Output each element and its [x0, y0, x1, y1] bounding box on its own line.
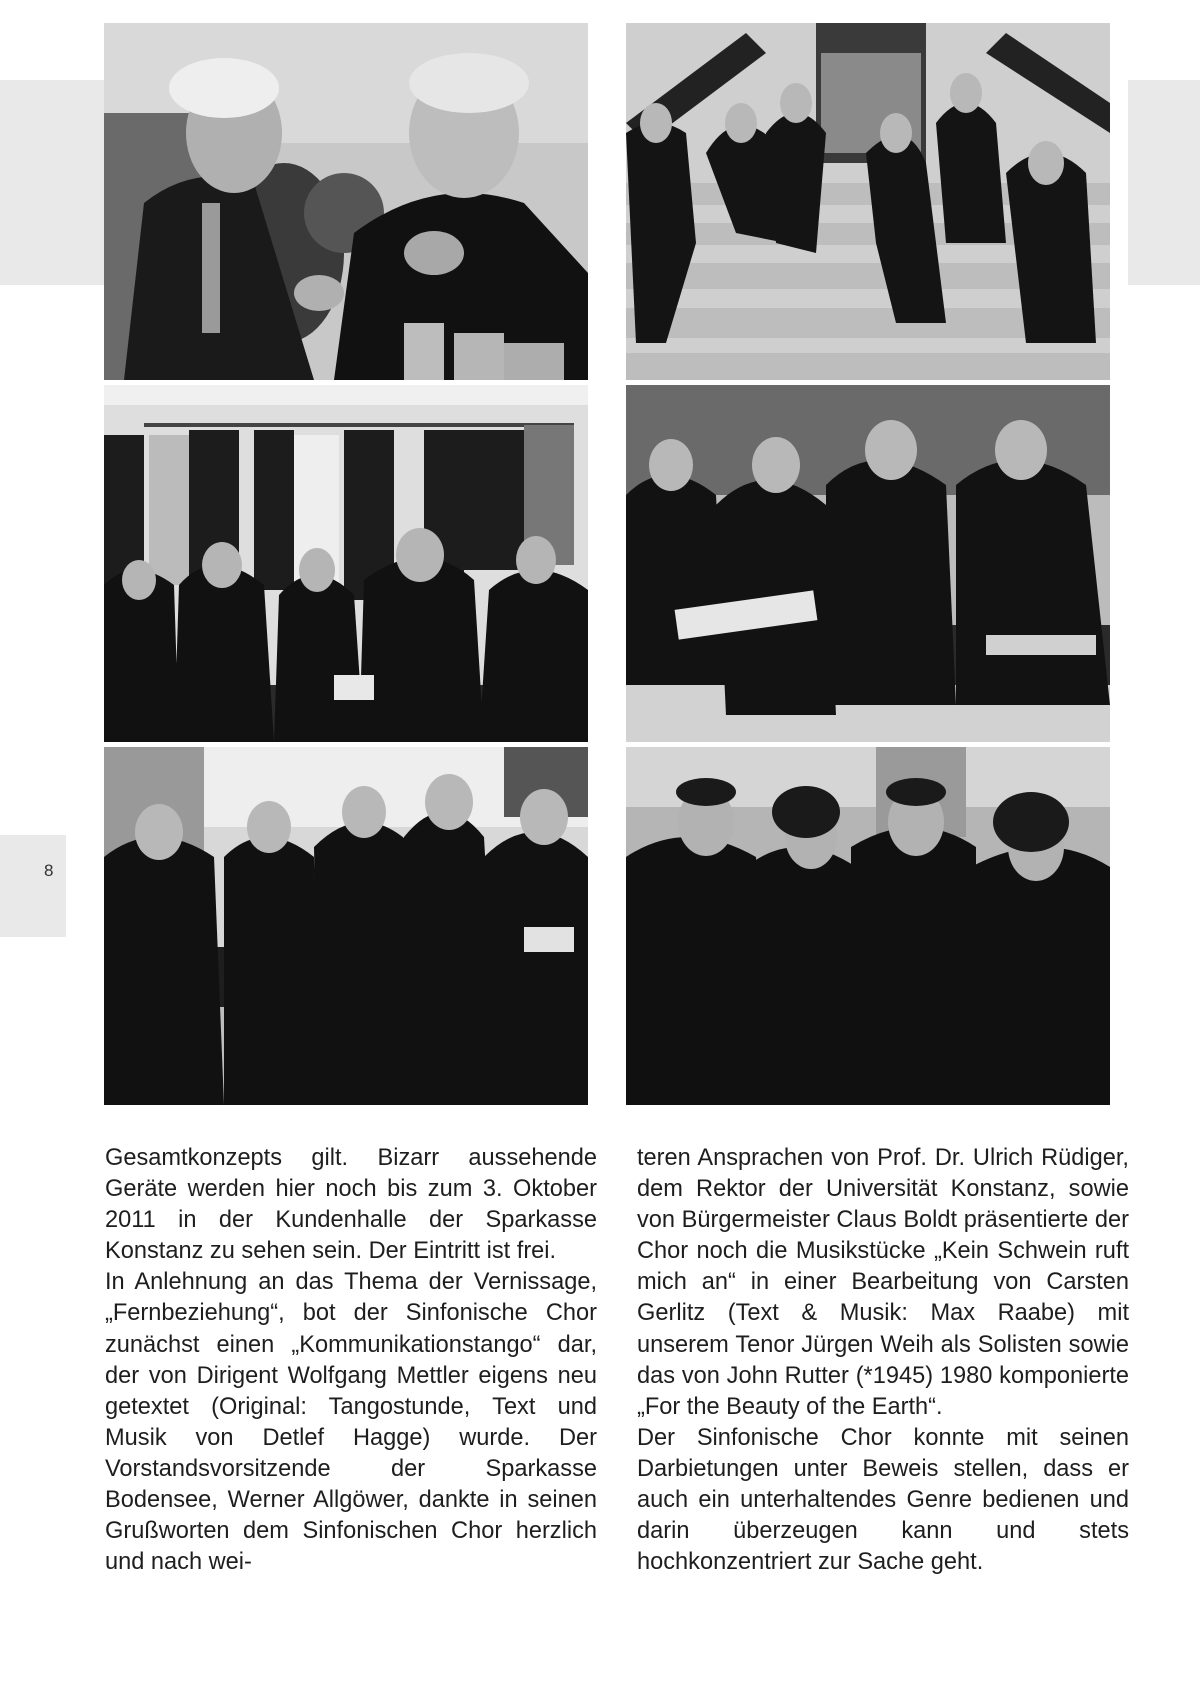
header-band-right	[1128, 80, 1200, 285]
article-paragraph: Gesamtkonzepts gilt. Bizarr aussehende Geräte werden hier noch bis zum 3. Oktober 2011 in der Kundenhalle der Sparkasse Konstanz zu sehen sein. Der Eintritt ist frei.	[105, 1145, 597, 1265]
seated-women-singers-photo	[104, 747, 588, 1105]
young-singers-group-photo	[626, 747, 1110, 1105]
article-column-right	[637, 1143, 1129, 1578]
article-column-left	[105, 1143, 597, 1578]
article-paragraph: teren Ansprachen von Prof. Dr. Ulrich Rüdiger, dem Rektor der Universität Konstanz, sowie von Bürgermeister Claus Boldt präsentierte der Chor noch die Musikstücke „Kein Schwein ruft mich an“ in einer Bearbeitung von Carsten Gerlitz (Text & Musik: Max Raabe) mit unserem Tenor Jürgen Weih als Solisten sowie das von John Rutter (*1945) 1980 komponierte „For the Beauty of the Earth“.	[637, 1145, 1129, 1420]
page-number: 8	[44, 861, 54, 880]
article-paragraph: Der Sinfonische Chor konnte mit seinen Darbietungen unter Beweis stellen, dass er auch ein unterhaltendes Genre bedienen und darin überzeugen kann und stets hochkonzentriert zur Sache geht.	[637, 1424, 1129, 1576]
singers-with-scores-photo	[626, 385, 1110, 742]
singers-by-coat-rack-photo	[104, 385, 588, 742]
header-band-left	[0, 80, 104, 285]
choir-on-staircase-photo	[626, 23, 1110, 380]
reception-conversation-photo	[104, 23, 588, 380]
article-paragraph: In Anlehnung an das Thema der Vernissage, „Fernbeziehung“, bot der Sinfonische Chor zunächst einen „Kommunikationstango“ dar, der von Dirigent Wolfgang Mettler eigens neu getextet (Original: Tangostunde, Text und Musik von Detlef Hagge) wurde. Der Vorstandsvorsitzende der Sparkasse Bodensee, Werner Allgöwer, dankte in seinen Grußworten dem Sinfonischen Chor herzlich und nach wei-	[105, 1269, 597, 1576]
page-number-tab	[0, 835, 66, 937]
